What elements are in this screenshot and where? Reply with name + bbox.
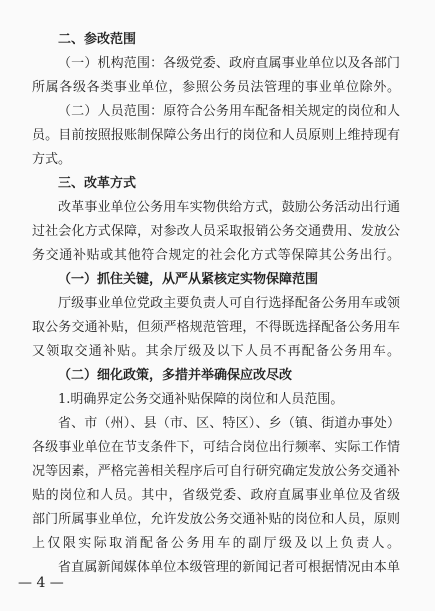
text-line: 员。目前按照报账制保障公务出行的岗位和人员原则上维持现有 (32, 128, 400, 143)
text-line: 方式。 (32, 152, 72, 167)
text-line: 取公务交通补贴，但须严格规范管理，不得既选择配备公务用车 (32, 320, 400, 335)
text-line: 三、改革方式 (58, 176, 137, 191)
text-line: 所属各级各类事业单位，参照公务员法管理的事业单位除外。 (32, 80, 400, 95)
text-line: 况等因素，严格完善相关程序后可自行研究确定发放公务交通补 (32, 464, 400, 479)
text-line: 省直属新闻媒体单位本级管理的新闻记者可根据情况由本单 (58, 560, 400, 575)
text-line: 二、参改范围 (58, 32, 137, 47)
text-line: 改革事业单位公务用车实物供给方式，鼓励公务活动出行通 (58, 200, 400, 215)
text-line: 上仅限实际取消配备公务用车的副厅级及以上负责人。 (32, 536, 400, 551)
text-line: 1.明确界定公务交通补贴保障的岗位和人员范围。 (58, 392, 344, 407)
text-line: 各级事业单位在节支条件下，可结合岗位出行频率、实际工作情 (32, 440, 400, 455)
text-line: 厅级事业单位党政主要负责人可自行选择配备公务用车或领 (58, 296, 400, 311)
text-line: 又领取交通补贴。其余厅级及以下人员不再配备公务用车。 (32, 344, 400, 359)
text-line: 省、市（州）、县（市、区、特区）、乡（镇、街道办事处） (58, 416, 400, 431)
text-line: 过社会化方式保障，对参改人员采取报销公务交通费用、发放公 (32, 224, 400, 239)
page-number: — 4 — (18, 575, 64, 591)
text-line: 部门所属事业单位，允许发放公务交通补贴的岗位和人员，原则 (32, 512, 400, 527)
text-line: （二）人员范围：原符合公务用车配备相关规定的岗位和人 (58, 104, 400, 119)
text-line: 务交通补贴或其他符合规定的社会化方式等保障其公务出行。 (32, 248, 400, 263)
text-line: 贴的岗位和人员。其中，省级党委、政府直属事业单位及省级 (32, 488, 400, 503)
text-line: （二）细化政策，多措并举确保应改尽改 (58, 368, 293, 383)
text-line: （一）机构范围：各级党委、政府直属事业单位以及各部门 (58, 56, 400, 71)
text-line: （一）抓住关键，从严从紧核定实物保障范围 (58, 272, 319, 287)
